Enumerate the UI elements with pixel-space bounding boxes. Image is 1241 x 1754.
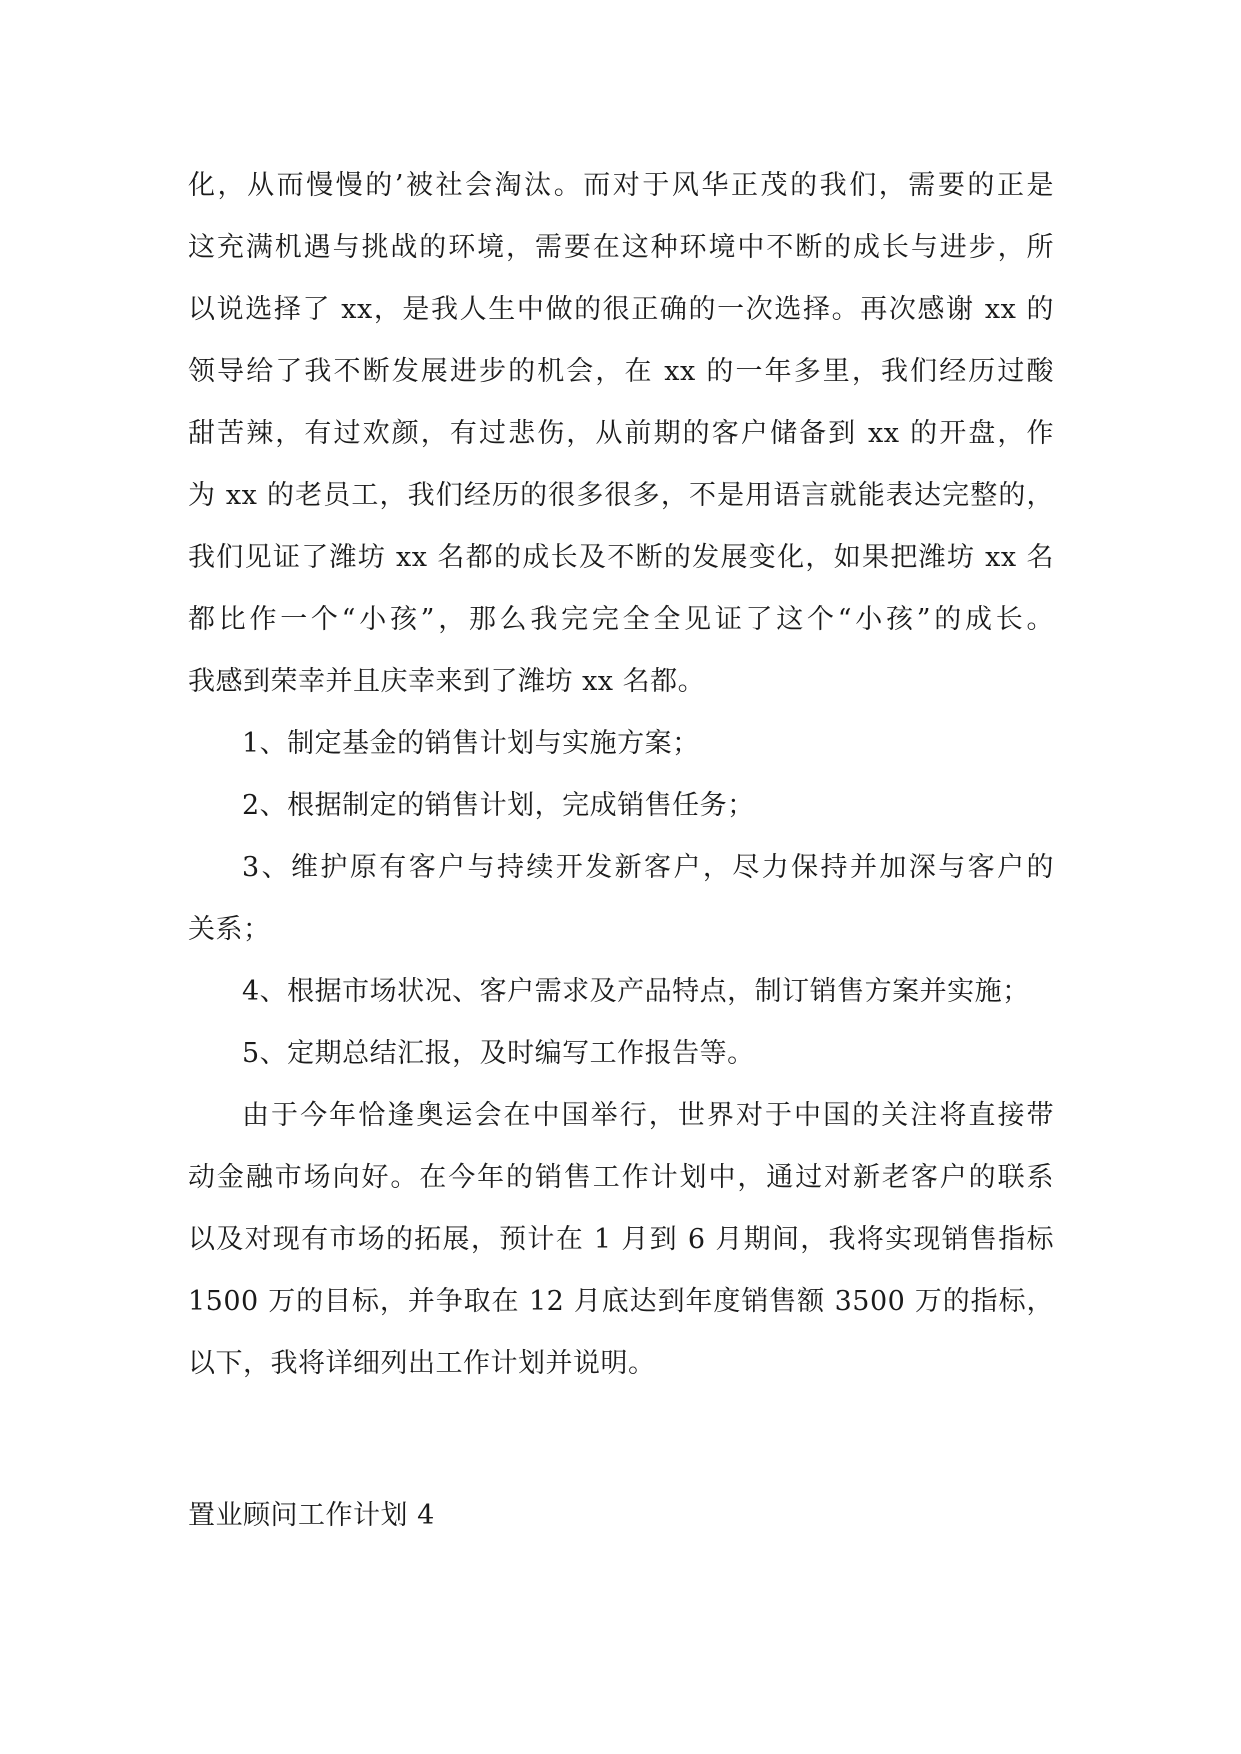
text-line: 以下，我将详细列出工作计划并说明。 [188,1348,656,1379]
text-line: 动金融市场向好。在今年的销售工作计划中，通过对新老客户的联系 [188,1162,1054,1193]
text-line: 都比作一个“小孩”，那么我完完全全见证了这个“小孩”的成长。 [188,604,1054,635]
duty-list [188,713,1054,1085]
text-line: 为 xx 的老员工，我们经历的很多很多，不是用语言就能表达完整的， [188,480,1054,511]
section-heading: 置业顾问工作计划 4 [188,1500,435,1531]
list-item: 4、根据市场状况、客户需求及产品特点，制订销售方案并实施； [242,976,1030,1007]
list-item: 3、维护原有客户与持续开发新客户，尽力保持并加深与客户的 [242,852,1054,883]
text-line: 以及对现有市场的拓展，预计在 1 月到 6 月期间，我将实现销售指标 [188,1224,1054,1255]
list-item: 5、定期总结汇报，及时编写工作报告等。 [242,1038,755,1069]
text-line: 我们见证了潍坊 xx 名都的成长及不断的发展变化，如果把潍坊 xx 名 [188,542,1054,573]
text-line: 我感到荣幸并且庆幸来到了潍坊 xx 名都。 [188,666,706,697]
text-line: 由于今年恰逢奥运会在中国举行，世界对于中国的关注将直接带 [242,1100,1054,1131]
text-line: 甜苦辣，有过欢颜，有过悲伤，从前期的客户储备到 xx 的开盘，作 [188,418,1054,449]
text-line: 领导给了我不断发展进步的机会，在 xx 的一年多里，我们经历过酸 [188,356,1054,387]
list-item: 2、根据制定的销售计划，完成销售任务； [242,790,755,821]
text-line: 1500 万的目标，并争取在 12 月底达到年度销售额 3500 万的指标， [188,1286,1054,1317]
text-line: 这充满机遇与挑战的环境，需要在这种环境中不断的成长与进步，所 [188,232,1054,263]
text-line: 以说选择了 xx，是我人生中做的很正确的一次选择。再次感谢 xx 的 [188,294,1054,325]
section-gap [188,1395,1054,1485]
paragraph-intro [188,155,1054,713]
text-line: 化，从而慢慢的’被社会淘汰。而对于风华正茂的我们，需要的正是 [188,170,1054,201]
document-body [188,155,1054,1547]
list-item-continuation: 关系； [188,914,271,945]
paragraph-plan [188,1085,1054,1395]
list-item: 1、制定基金的销售计划与实施方案； [242,728,700,759]
